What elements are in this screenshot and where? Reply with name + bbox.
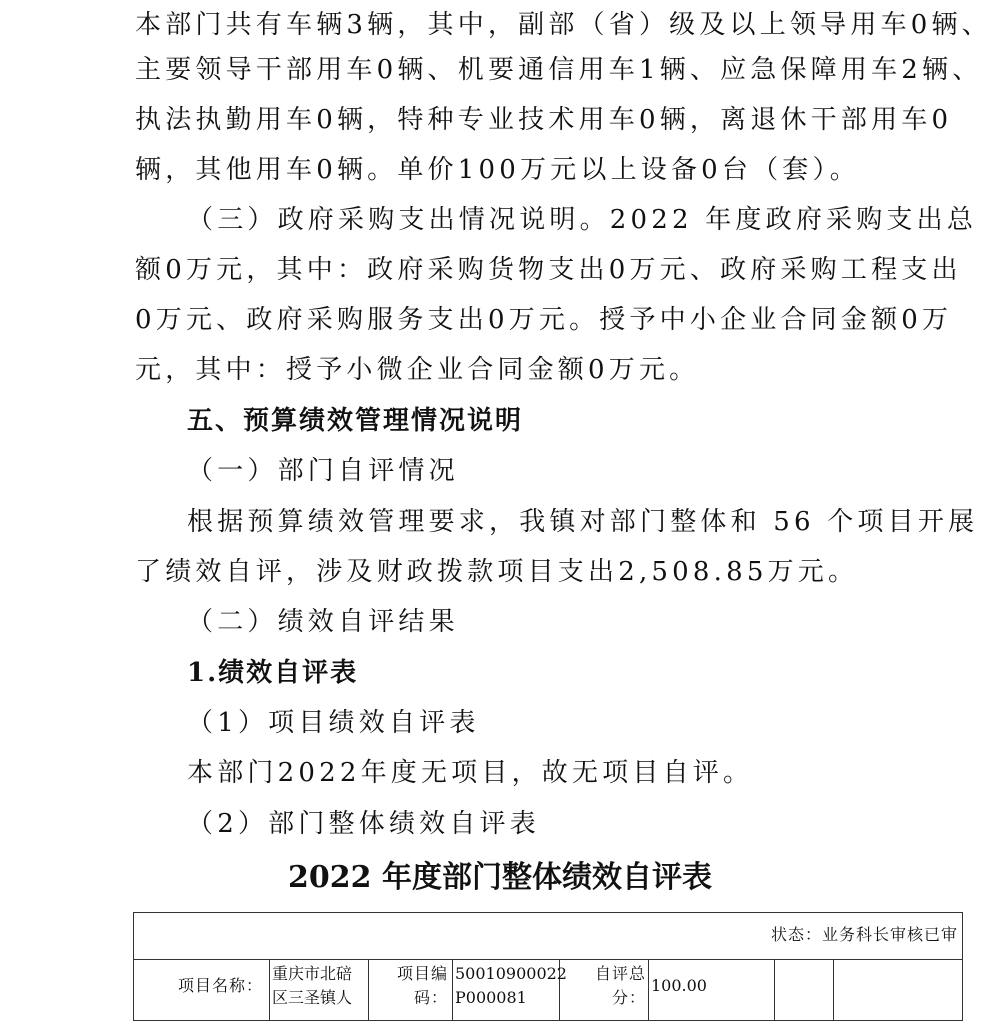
paragraph-line: 本部门2022年度无项目，故无项目自评。 (187, 758, 754, 788)
project-code-label-line: 码： (413, 988, 448, 1007)
paragraph-line: 辆，其他用车0辆。单价100万元以上设备0台（套）。 (135, 155, 860, 185)
subsection-heading: （一）部门自评情况 (187, 456, 459, 486)
table-title: 2022 年度部门整体绩效自评表 (288, 860, 712, 895)
subsection-heading: （二）绩效自评结果 (187, 607, 459, 637)
empty-cell (834, 960, 963, 1021)
empty-cell (775, 960, 834, 1021)
project-code-value-line: P000081 (455, 988, 527, 1007)
evaluation-form-table (133, 912, 963, 1021)
project-code-label-line: 项目编 (396, 964, 448, 983)
paragraph-line: 主要领导干部用车0辆、机要通信用车1辆、应急保障用车2辆、 (135, 55, 983, 85)
paragraph-line: 0万元、政府采购服务支出0万元。授予中小企业合同金额0万 (135, 305, 953, 335)
score-value: 100.00 (649, 960, 775, 1021)
paragraph-line: 本部门共有车辆3辆，其中，副部（省）级及以上领导用车0辆、 (135, 10, 992, 40)
project-name-value (270, 960, 369, 1021)
paragraph-line: 额0万元，其中：政府采购货物支出0万元、政府采购工程支出 (135, 255, 962, 285)
project-code-label (369, 960, 453, 1021)
paragraph-line: 根据预算绩效管理要求，我镇对部门整体和 56 个项目开展 (187, 507, 979, 537)
score-label-line: 自评总 (594, 964, 646, 983)
paragraph-line: 执法执勤用车0辆，特种专业技术用车0辆，离退休干部用车0 (135, 105, 953, 135)
score-label-line: 分： (611, 988, 646, 1007)
score-label (560, 960, 649, 1021)
project-name-label: 项目名称： (134, 960, 270, 1021)
section-heading: 五、预算绩效管理情况说明 (187, 406, 524, 436)
project-code-value (453, 960, 567, 1021)
project-name-value-line: 区三圣镇人 (272, 988, 353, 1007)
status-cell: 状态：业务科长审核已审 (134, 913, 963, 960)
paragraph-line: 元，其中：授予小微企业合同金额0万元。 (135, 355, 700, 385)
paragraph-line: （三）政府采购支出情况说明。2022 年度政府采购支出总 (187, 205, 978, 235)
project-code-value-line: 50010900022 (455, 964, 567, 983)
subitem-heading: （1）项目绩效自评表 (187, 708, 480, 738)
subitem-heading: （2）部门整体绩效自评表 (187, 809, 540, 839)
item-heading: 1.绩效自评表 (187, 658, 359, 688)
paragraph-line: 了绩效自评，涉及财政拨款项目支出2,508.85万元。 (135, 557, 859, 587)
project-name-value-line: 重庆市北碚 (272, 964, 353, 983)
